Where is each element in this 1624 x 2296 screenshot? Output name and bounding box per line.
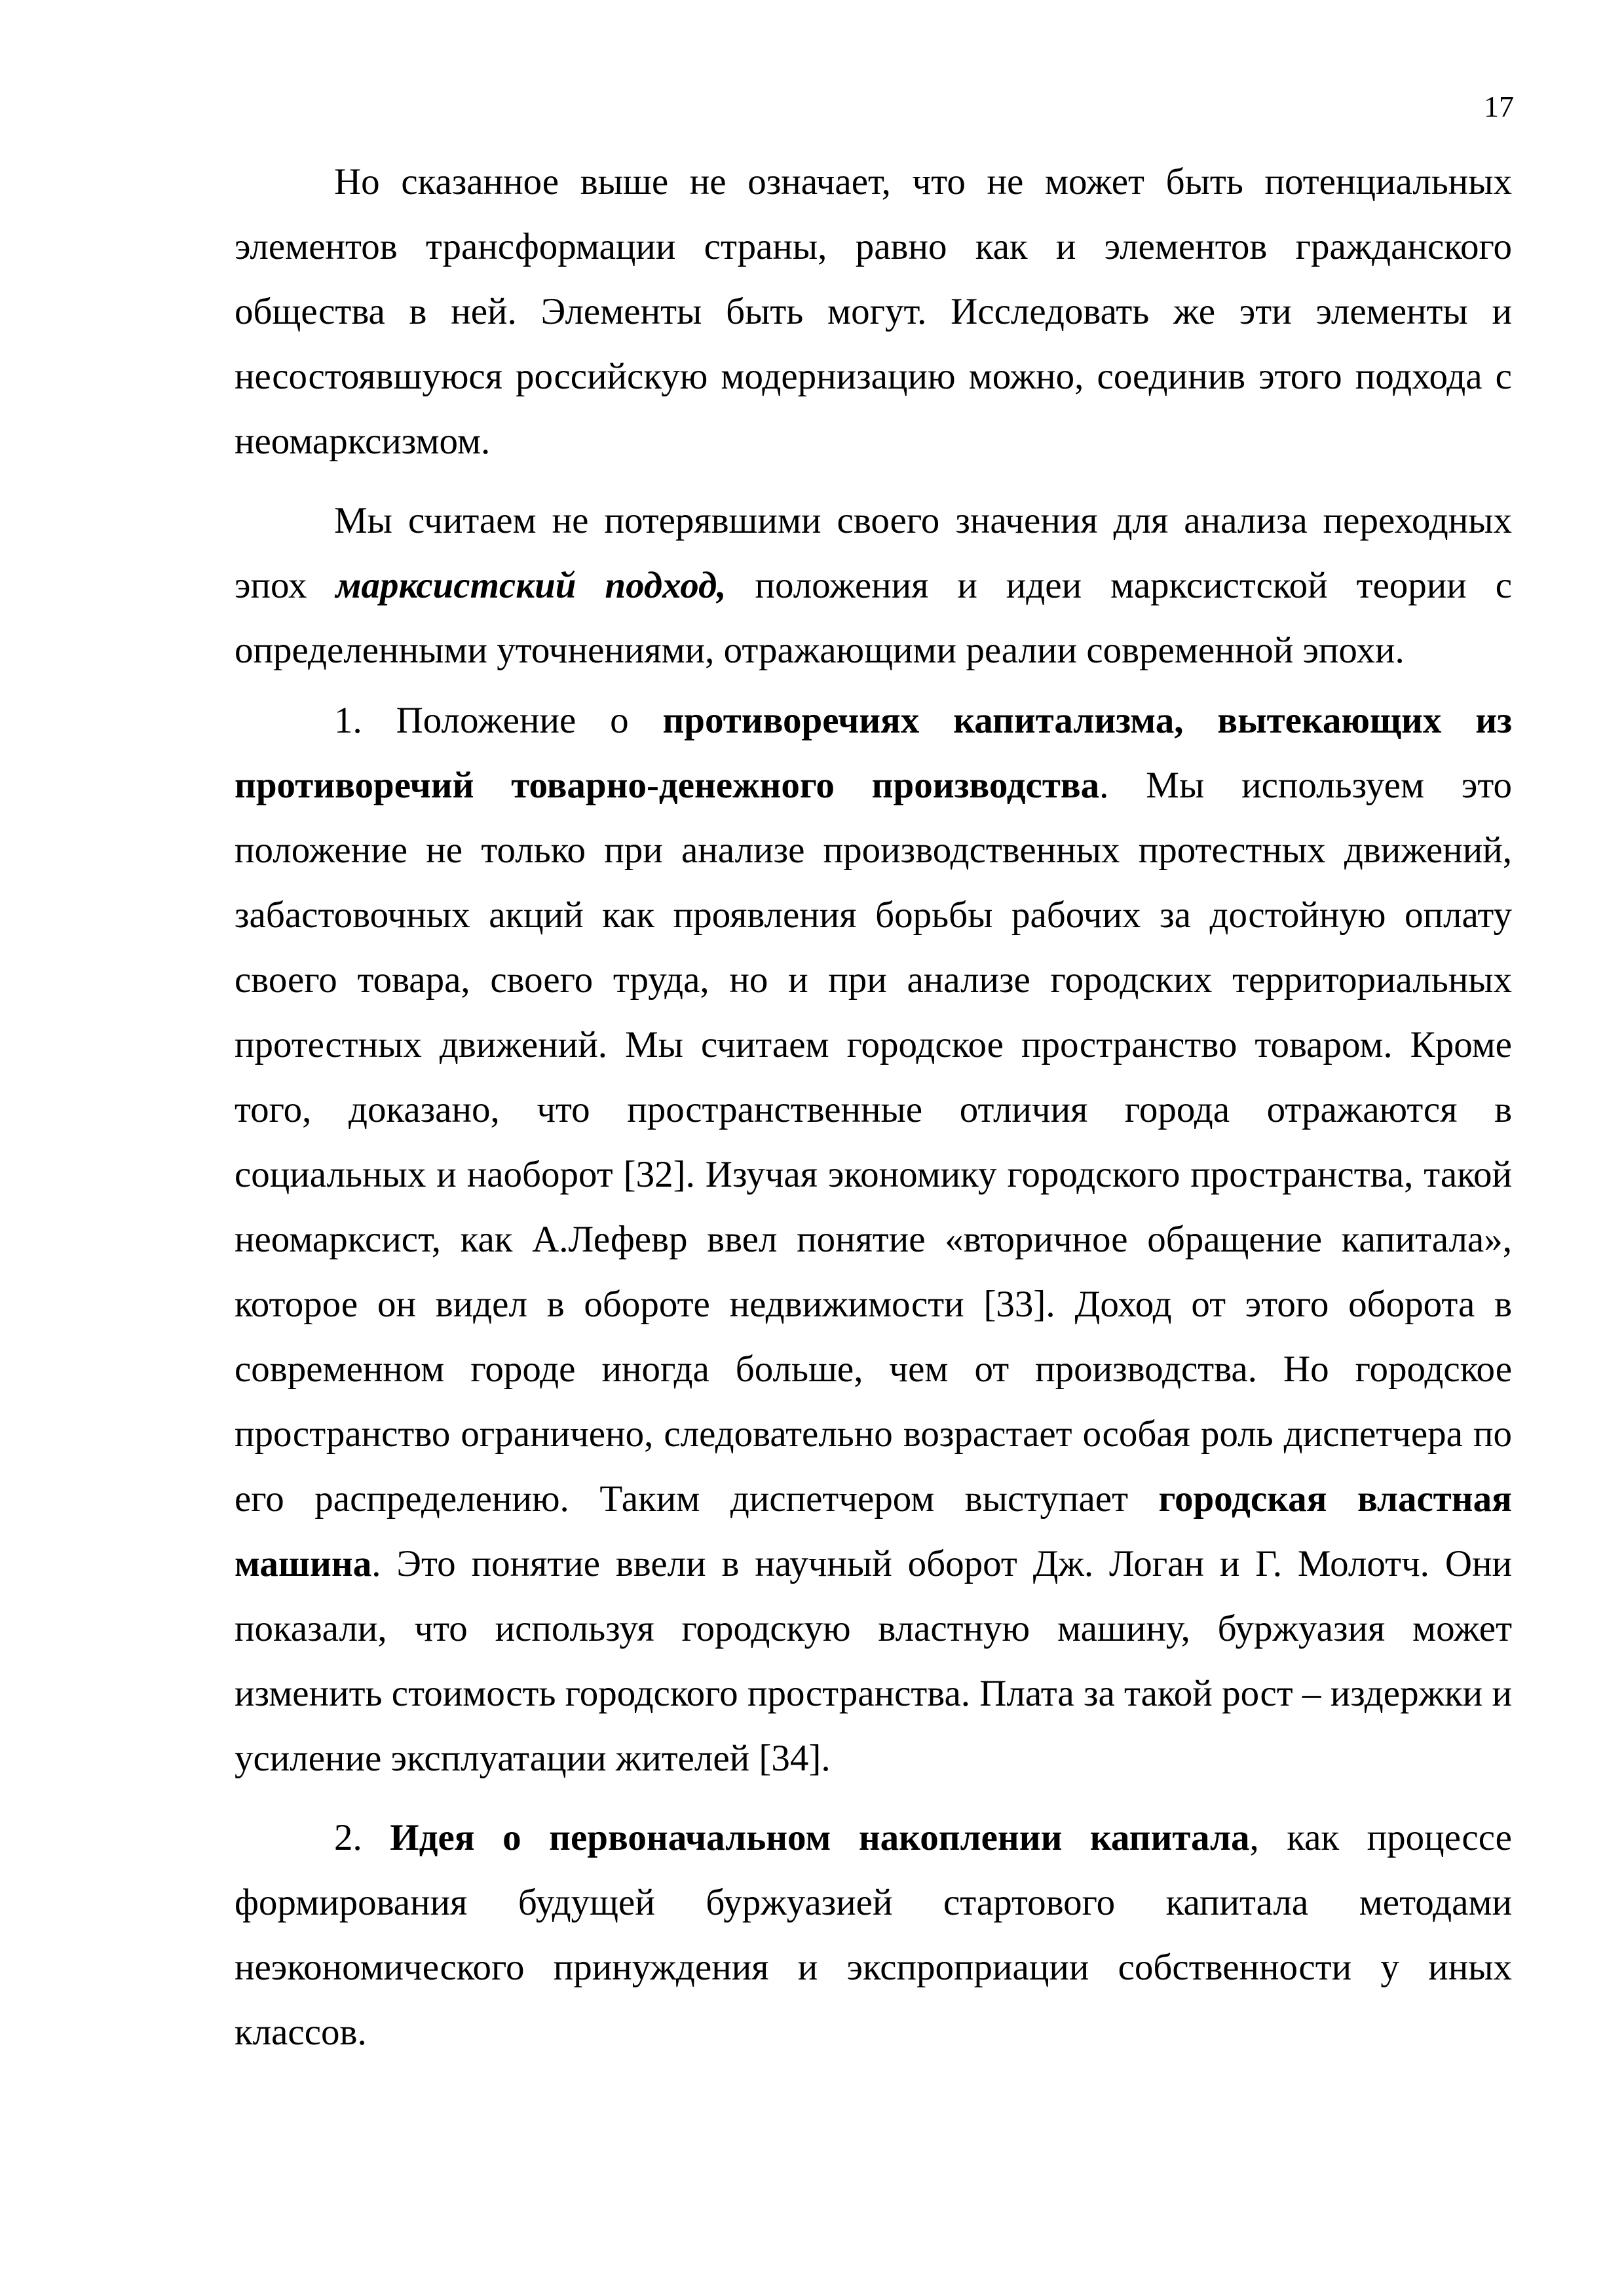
document-body — [235, 149, 1512, 2065]
city-power-machine-term: городская властная машина — [235, 1478, 1512, 1584]
paragraph-2-text-start: Мы считаем не потерявшими своего значения для анализа переходных эпох — [235, 500, 1512, 606]
paragraph-2-text-end: положения и идеи марксистской теории с определенными уточнениями, отражающими реалии современной эпохи. — [235, 565, 1513, 671]
paragraph-4-tail: , как процессе формирования будущей буржуазией стартового капитала методами неэкономического принуждения и экспроприации собственности у иных классов. — [235, 1817, 1512, 2053]
capitalism-contradictions-term: противоречиях капитализма, вытекающих из противоречий товарно-денежного производства — [235, 700, 1512, 806]
paragraph-2 — [235, 488, 1512, 683]
page-number: 17 — [1484, 90, 1514, 123]
marxist-approach-emphasis: марксистский подход, — [335, 565, 727, 606]
paragraph-3-lead: Положение о — [362, 700, 663, 741]
paragraph-3 — [235, 688, 1512, 1791]
list-number-2: 2. — [334, 1817, 362, 1858]
paragraph-1: Но сказанное выше не означает, что не может быть потенциальных элементов трансформации страны, равно как и элементов гражданского общества в ней. Элементы быть могут. Исследовать же эти элементы и несостоявшуюся российскую модернизацию можно, соединив этого подхода с неомарксизмом. — [235, 161, 1512, 462]
primitive-accumulation-term: Идея о первоначальном накоплении капитала — [390, 1817, 1250, 1858]
paragraph-3-body: . Мы используем это положение не только при анализе производственных протестных движений, забастовочных акций как проявления борьбы рабочих за достойную оплату своего товара, своего труда, но и при анализе городских территориальных протестных движений. Мы считаем городское пространство товаром. Кроме того, доказано, что пространственные отличия города отражаются в социальных и наоборот [32]. Изучая экономику городского пространства, такой неомарксист, как А.Лефевр ввел понятие «вторичное обращение капитала», которое он видел в обороте недвижимости [33]. Доход от этого оборота в современном городе иногда больше, чем от производства. Но городское пространство ограничено, следовательно возрастает особая роль диспетчера по его распределению. Таким диспетчером выступает — [235, 765, 1512, 1520]
list-number-1: 1. — [334, 700, 362, 741]
paragraph-3-tail: . Это понятие ввели в научный оборот Дж. Логан и Г. Молотч. Они показали, что используя городскую властную машину, буржуазия может изменить стоимость городского пространства. Плата за такой рост – издержки и усиление эксплуатации жителей [34]. — [235, 1543, 1512, 1779]
paragraph-4 — [235, 1805, 1512, 2065]
